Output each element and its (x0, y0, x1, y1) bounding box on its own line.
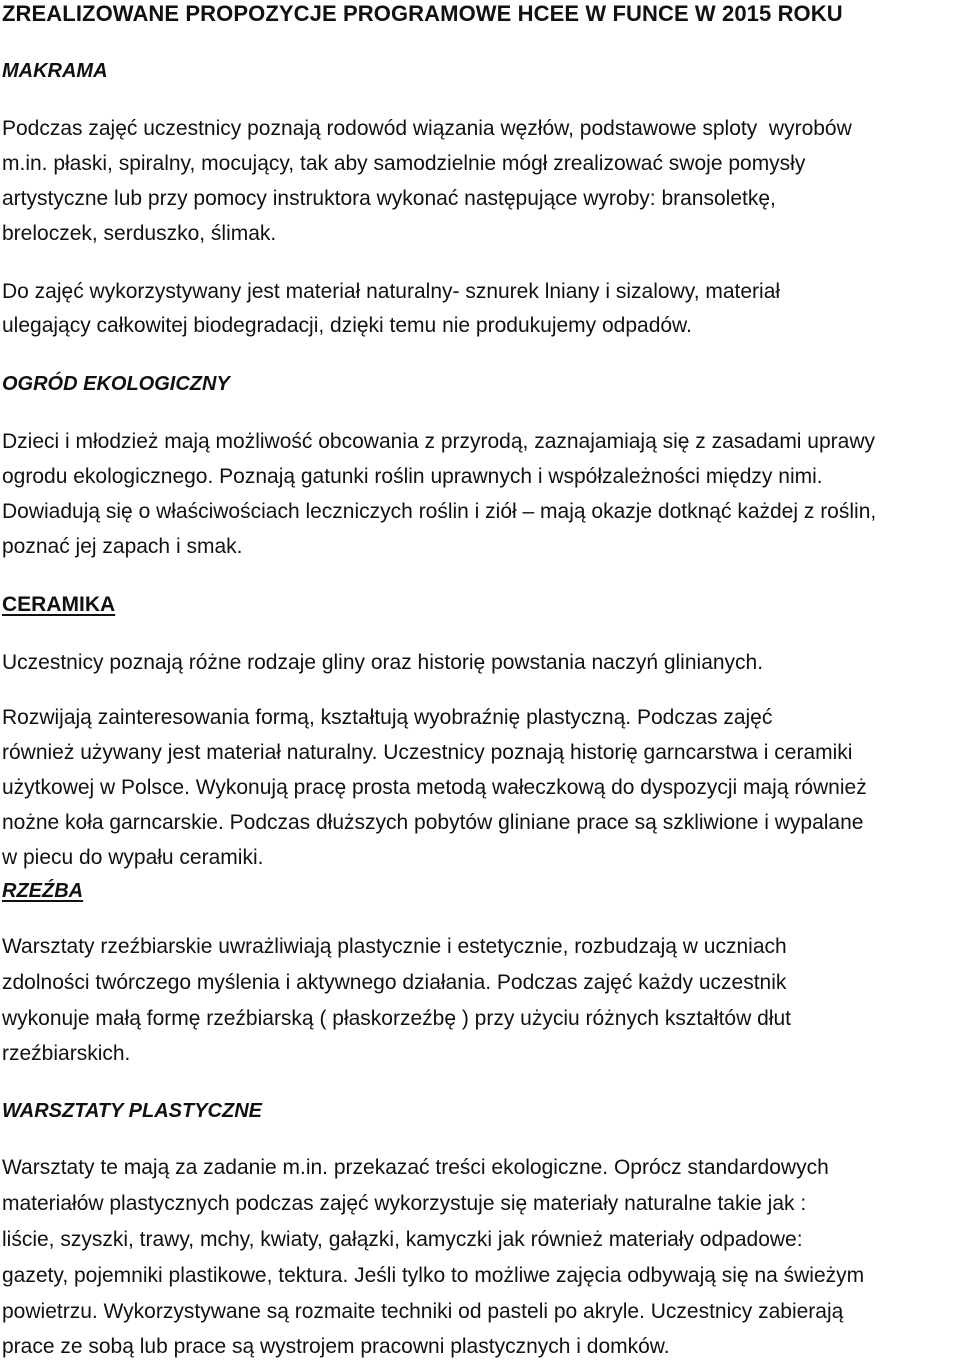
section-heading-ogrod: OGRÓD EKOLOGICZNY (2, 373, 230, 395)
paragraph-line: m.in. płaski, spiralny, mocujący, tak aby samodzielnie mógł zrealizować swoje pomysły (2, 152, 806, 175)
paragraph-line: rzeźbiarskich. (2, 1042, 131, 1065)
paragraph-line: również używany jest materiał naturalny. Uczestnicy poznają historię garncarstwa i ceramiki (2, 741, 853, 764)
paragraph-line: Warsztaty rzeźbiarskie uwrażliwiają plastycznie i estetycznie, rozbudzają w uczniach (2, 935, 787, 958)
paragraph-line: Podczas zajęć uczestnicy poznają rodowód wiązania węzłów, podstawowe sploty wyrobów (2, 117, 852, 140)
document-title: ZREALIZOWANE PROPOZYCJE PROGRAMOWE HCEE W FUNCE W 2015 ROKU (2, 1, 843, 26)
section-heading-ceramika: CERAMIKA (2, 593, 116, 616)
paragraph-line: zdolności twórczego myślenia i aktywnego działania. Podczas zajęć każdy uczestnik (2, 971, 787, 994)
paragraph-line: Uczestnicy poznają różne rodzaje gliny oraz historię powstania naczyń glinianych. (2, 651, 764, 674)
section-heading-rzezba: RZEŹBA (2, 880, 84, 902)
paragraph-line: breloczek, serduszko, ślimak. (2, 222, 277, 245)
paragraph-line: wykonuje małą formę rzeźbiarską ( płaskorzeźbę ) przy użyciu różnych kształtów dłut (2, 1007, 791, 1030)
paragraph-line: gazety, pojemniki plastikowe, tektura. Jeśli tylko to możliwe zajęcia odbywają się na świeżym (2, 1264, 865, 1287)
paragraph-line: Do zajęć wykorzystywany jest materiał naturalny- sznurek lniany i sizalowy, materiał (2, 280, 781, 303)
paragraph-line: ulegający całkowitej biodegradacji, dzięki temu nie produkujemy odpadów. (2, 314, 692, 337)
paragraph-line: artystyczne lub przy pomocy instruktora wykonać następujące wyroby: bransoletkę, (2, 187, 776, 210)
paragraph-line: liście, szyszki, trawy, mchy, kwiaty, gałązki, kamyczki jak również materiały odpadowe: (2, 1228, 803, 1251)
paragraph-line: Rozwijają zainteresowania formą, kształtują wyobraźnię plastyczną. Podczas zajęć (2, 706, 773, 729)
paragraph-line: materiałów plastycznych podczas zajęć wykorzystuje się materiały naturalne takie jak : (2, 1192, 807, 1215)
section-heading-warsztaty: WARSZTATY PLASTYCZNE (2, 1100, 262, 1122)
paragraph-line: Dzieci i młodzież mają możliwość obcowania z przyrodą, zaznajamiają się z zasadami uprawy (2, 430, 876, 453)
paragraph-line: w piecu do wypału ceramiki. (2, 846, 264, 869)
paragraph-line: Dowiadują się o właściwościach leczniczych roślin i ziół – mają okazje dotknąć każdej z roślin, (2, 500, 877, 523)
paragraph-line: ogrodu ekologicznego. Poznają gatunki roślin uprawnych i współzależności między nimi. (2, 465, 823, 488)
paragraph-line: powietrzu. Wykorzystywane są rozmaite techniki od pasteli po akryle. Uczestnicy zabierają (2, 1300, 844, 1323)
paragraph-line: Warsztaty te mają za zadanie m.in. przekazać treści ekologiczne. Oprócz standardowych (2, 1156, 829, 1179)
paragraph-line: nożne koła garncarskie. Podczas dłuższych pobytów gliniane prace są szkliwione i wypalane (2, 811, 864, 834)
section-heading-makrama: MAKRAMA (2, 60, 108, 82)
paragraph-line: użytkowej w Polsce. Wykonują pracę prosta metodą wałeczkową do dyspozycji mają również (2, 776, 867, 799)
paragraph-line: prace ze sobą lub prace są wystrojem pracowni plastycznych i domków. (2, 1335, 670, 1358)
paragraph-line: poznać jej zapach i smak. (2, 535, 243, 558)
